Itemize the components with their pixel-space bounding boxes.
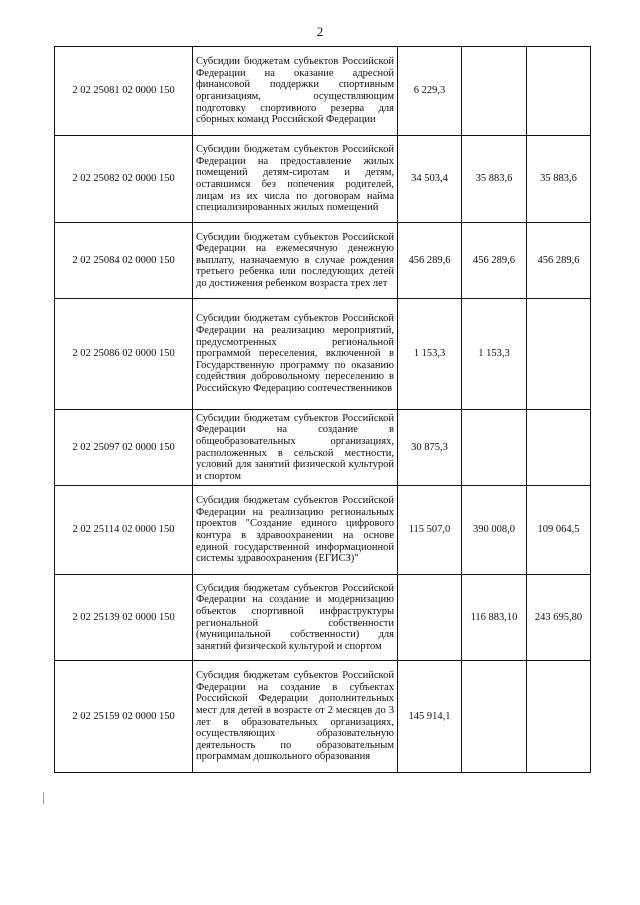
budget-code: 2 02 25139 02 0000 150 [55,575,193,661]
amount-year-3 [527,661,591,773]
revenue-description: Субсидии бюджетам субъектов Российской Федерации на ежемесячную денежную выплату, назначаемую в случае рождения третьего ребенка или последующих детей до достижения ребенком возраста трех лет [193,223,398,299]
amount-year-3 [527,299,591,410]
amount-year-3: 35 883,6 [527,136,591,223]
budget-code: 2 02 25159 02 0000 150 [55,661,193,773]
amount-year-1: 6 229,3 [398,47,462,136]
amount-year-2: 1 153,3 [462,299,527,410]
amount-year-1: 456 289,6 [398,223,462,299]
budget-revenue-table [54,46,591,773]
table-row [55,661,591,773]
amount-year-1: 145 914,1 [398,661,462,773]
amount-year-3 [527,410,591,486]
amount-year-1: 30 875,3 [398,410,462,486]
amount-year-1: 34 503,4 [398,136,462,223]
page-number: 2 [316,24,324,39]
amount-year-3 [527,47,591,136]
table-row [55,47,591,136]
amount-year-2 [462,661,527,773]
budget-code: 2 02 25084 02 0000 150 [55,223,193,299]
amount-year-1: 1 153,3 [398,299,462,410]
amount-year-2: 456 289,6 [462,223,527,299]
revenue-description: Субсидия бюджетам субъектов Российской Федерации на создание в субъектах Российской Федерации дополнительных мест для детей в возрасте от 2 месяцев до 3 лет в образовательных организациях, осуществляющих образовательную деятельность по образовательным программам дошкольного образования [193,661,398,773]
table-row [55,223,591,299]
amount-year-3: 243 695,80 [527,575,591,661]
table-row [55,575,591,661]
table-row [55,299,591,410]
budget-code: 2 02 25097 02 0000 150 [55,410,193,486]
budget-code: 2 02 25114 02 0000 150 [55,486,193,575]
revenue-description: Субсидии бюджетам субъектов Российской Федерации на предоставление жилых помещений детям-сиротам и детям, оставшимся без попечения родителей, лицам из их числа по договорам найма специализированных жилых помещений [193,136,398,223]
revenue-description: Субсидии бюджетам субъектов Российской Федерации на реализацию мероприятий, предусмотренных региональной программой переселения, включенной в Государственную программу по оказанию содействия добровольному переселению в Российскую Федерацию соотечественников [193,299,398,410]
budget-code: 2 02 25081 02 0000 150 [55,47,193,136]
budget-code: 2 02 25086 02 0000 150 [55,299,193,410]
revenue-description: Субсидия бюджетам субъектов Российской Федерации на реализацию региональных проектов "Создание единого цифрового контура в здравоохранении на основе единой государственной информационной системы здравоохранения (ЕГИСЗ)" [193,486,398,575]
amount-year-1: 115 507,0 [398,486,462,575]
amount-year-1 [398,575,462,661]
revenue-description: Субсидии бюджетам субъектов Российской Федерации на оказание адресной финансовой поддержки спортивным организациям, осуществляющим подготовку спортивного резерва для сборных команд Российской Федерации [193,47,398,136]
table-row [55,486,591,575]
table-row [55,136,591,223]
revenue-description: Субсидия бюджетам субъектов Российской Федерации на создание и модернизацию объектов спортивной инфраструктуры региональной собственности (муниципальной собственности) для занятий физической культурой и спортом [193,575,398,661]
amount-year-2: 35 883,6 [462,136,527,223]
amount-year-3: 456 289,6 [527,223,591,299]
amount-year-2: 390 008,0 [462,486,527,575]
amount-year-3: 109 064,5 [527,486,591,575]
scan-mark [43,792,44,804]
revenue-description: Субсидии бюджетам субъектов Российской Федерации на создание в общеобразовательных организациях, расположенных в сельской местности, условий для занятий физической культурой и спортом [193,410,398,486]
amount-year-2 [462,47,527,136]
table-row [55,410,591,486]
amount-year-2: 116 883,10 [462,575,527,661]
amount-year-2 [462,410,527,486]
budget-code: 2 02 25082 02 0000 150 [55,136,193,223]
